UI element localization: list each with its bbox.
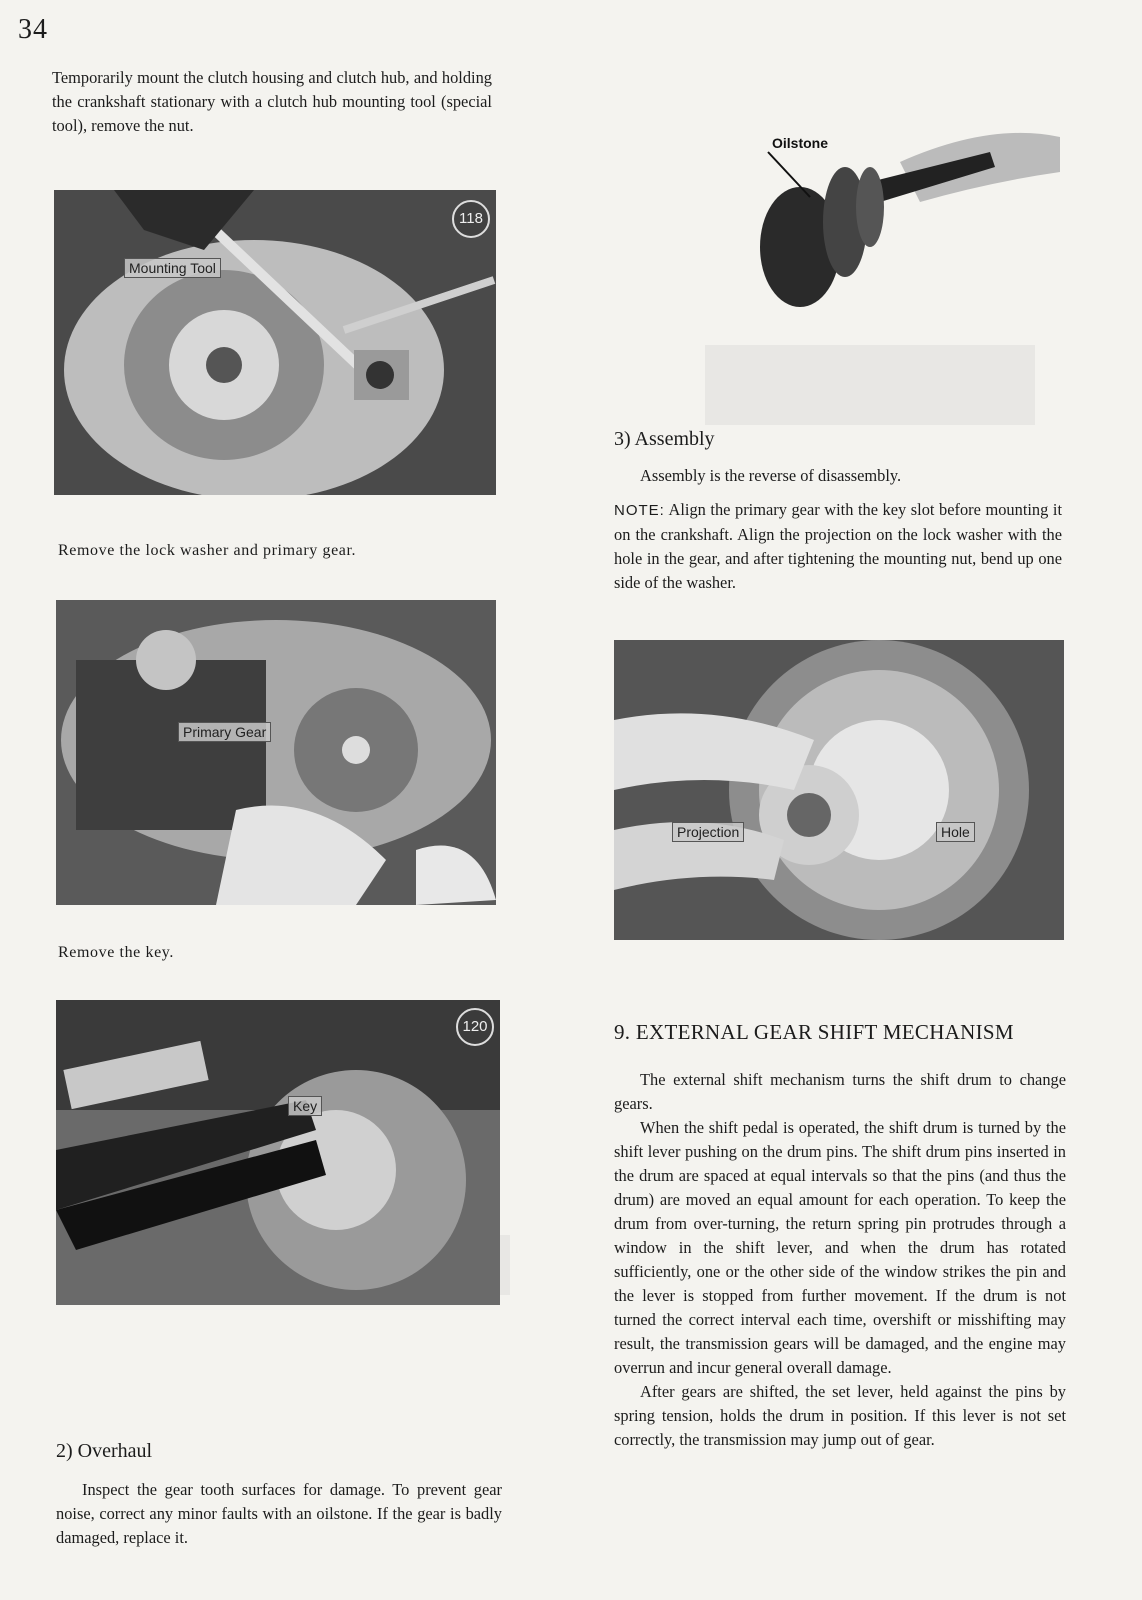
bleed-through-table: [705, 345, 1035, 425]
figure-number-badge: 118: [452, 200, 490, 238]
section-body: [614, 1068, 1066, 1452]
intro-text: Temporarily mount the clutch housing and clutch hub, and holding the crankshaft stationary with a clutch hub mounting tool (special tool), remove the nut.: [52, 68, 492, 135]
page-number: 34: [18, 14, 48, 45]
mounting-tool-label: Mounting Tool: [124, 258, 221, 278]
photo-oilstone: [740, 112, 1060, 322]
photo-key: [56, 1000, 500, 1305]
figure-number-badge: 120: [456, 1008, 494, 1046]
oilstone-label: Oilstone: [772, 135, 829, 151]
overhaul-text: Inspect the gear tooth surfaces for damage. To prevent gear noise, correct any minor faults with an oilstone. If the gear is badly damaged, replace it.: [56, 1480, 502, 1547]
photo-mounting-tool: [54, 190, 496, 495]
lock-washer-image: [614, 640, 1064, 940]
key-removal-image: [56, 1000, 500, 1305]
engine-case-image: [54, 190, 496, 495]
projection-label: Projection: [672, 822, 744, 842]
photo-projection-hole: [614, 640, 1064, 940]
primary-gear-image: [56, 600, 496, 905]
caption-lock-washer: Remove the lock washer and primary gear.: [58, 542, 357, 559]
key-label: Key: [288, 1096, 322, 1116]
paragraph-2: When the shift pedal is operated, the shift drum is turned by the shift lever pushing on the drum pins. The shift drum pins inserted in the drum are spaced at equal intervals so that the pins (and thus the drum) are moved an equal amount for each operation. To keep the drum from over-turning, the return spring pin protrudes through a window in the shift lever, and when the drum has rotated sufficiently, one or the other side of the window strikes the pin and the lever is stopped from further movement. If the drum is not turned the correct interval each time, overshift or misshifting may result, the transmission gears will be damaged, and the engine may overrun and incur general overall damage.: [614, 1118, 1066, 1377]
primary-gear-label: Primary Gear: [178, 722, 271, 742]
note-block: [614, 498, 1062, 595]
caption-remove-key: Remove the key.: [58, 944, 174, 961]
paragraph-1: The external shift mechanism turns the shift drum to change gears.: [614, 1070, 1066, 1113]
assembly-heading: 3) Assembly: [614, 428, 715, 450]
hole-label: Hole: [936, 822, 975, 842]
section-heading: 9. EXTERNAL GEAR SHIFT MECHANISM: [614, 1020, 1014, 1044]
note-text: Align the primary gear with the key slot before mounting it on the crankshaft. Align the projection on the lock washer with the hole in the gear, and after tightening the mounting nut, bend up one side of the washer.: [614, 500, 1062, 592]
note-label: NOTE:: [614, 502, 665, 519]
assembly-text: Assembly is the reverse of disassembly.: [640, 466, 902, 485]
overhaul-heading: 2) Overhaul: [56, 1440, 153, 1462]
photo-primary-gear: [56, 600, 496, 905]
paragraph-3: After gears are shifted, the set lever, held against the pins by spring tension, holds the drum in position. If this lever is not set correctly, the transmission may jump out of gear.: [614, 1382, 1066, 1449]
